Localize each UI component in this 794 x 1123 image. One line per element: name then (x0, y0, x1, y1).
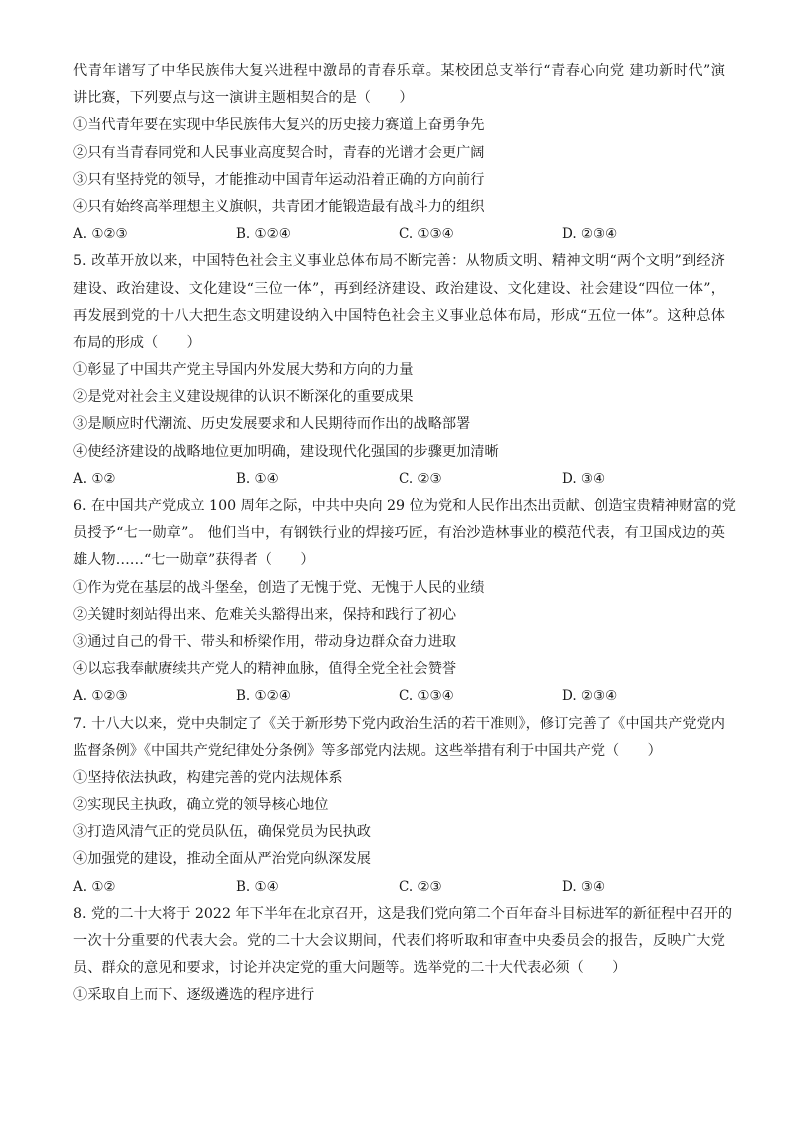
statement-item: ③是顺应时代潮流、历史发展要求和人民期待而作出的战略部署 (73, 416, 471, 433)
question-stem-line: 7. 十八大以来，党中央制定了《关于新形势下党内政治生活的若干准则》，修订完善了《中国共产党党内 (73, 715, 725, 732)
question-stem-line: 布局的形成（ ） (73, 334, 201, 351)
question-stem-line: 6. 在中国共产党成立 100 周年之际，中共中央向 29 位为党和人民作出杰出贡献、创造宝贵精神财富的党 (73, 498, 736, 514)
question-stem-line: 8. 党的二十大将于 2022 年下半年在北京召开，这是我们党向第二个百年奋斗目标进军的新征程中召开的 (73, 905, 733, 922)
answer-option: A. ①②③ (73, 226, 128, 243)
answer-options (73, 221, 725, 248)
question-stem-line: 员、群众的意见和要求，讨论并决定党的重大问题等。选举党的二十大代表必须（ ） (73, 960, 627, 977)
statement-item: ②只有当青春同党和人民事业高度契合时，青春的光谱才会更广阔 (73, 144, 485, 161)
statement-item: ④只有始终高举理想主义旗帜，共青团才能锻造最有战斗力的组织 (73, 198, 485, 215)
answer-option: D. ③④ (562, 878, 606, 895)
answer-options (73, 874, 725, 901)
answer-option: B. ①④ (236, 878, 279, 895)
question-block (73, 493, 736, 711)
answer-option: A. ①②③ (73, 688, 128, 705)
question-stem-line: 雄人物……“七一勋章”获得者（ ） (73, 552, 315, 569)
statement-item: ①作为党在基层的战斗堡垒，创造了无愧于党、无愧于人民的业绩 (73, 579, 485, 596)
answer-option: C. ①③④ (399, 226, 454, 243)
statement-item: ①坚持依法执政，构建完善的党内法规体系 (73, 769, 343, 786)
question-block (73, 711, 725, 901)
question-stem-line: 建设、政治建设、文化建设“三位一体”，再到经济建设、政治建设、文化建设、社会建设“四位一体”， (73, 280, 725, 297)
answer-options (73, 683, 725, 710)
statement-item: ④加强党的建设，推动全面从严治党向纵深发展 (73, 851, 371, 868)
statement-item: ④使经济建设的战略地位更加明确，建设现代化强国的步骤更加清晰 (73, 443, 499, 460)
statement-item: ②实现民主执政，确立党的领导核心地位 (73, 797, 329, 814)
answer-option: D. ③④ (562, 470, 606, 487)
statement-item: ①彰显了中国共产党主导国内外发展大势和方向的力量 (73, 362, 414, 379)
statement-item: ①采取自上而下、逐级遴选的程序进行 (73, 987, 315, 1004)
question-list (73, 58, 736, 1010)
question-block (73, 58, 725, 248)
question-stem-line: 代青年谱写了中华民族伟大复兴进程中激昂的青春乐章。某校团总支举行“青春心向党 建功新时代”演 (73, 63, 725, 79)
answer-option: B. ①②④ (236, 226, 291, 243)
statement-item: ③只有坚持党的领导，才能推动中国青年运动沿着正确的方向前行 (73, 171, 485, 188)
statement-item: ②关键时刻站得出来、危难关头豁得出来，保持和践行了初心 (73, 606, 457, 623)
answer-option: D. ②③④ (562, 226, 618, 243)
question-stem-line: 一次十分重要的代表大会。党的二十大会议期间，代表们将听取和审查中央委员会的报告，反映广大党 (73, 933, 725, 949)
answer-option: B. ①②④ (236, 688, 291, 705)
answer-option: D. ②③④ (562, 688, 618, 705)
statement-item: ④以忘我奉献赓续共产党人的精神血脉，值得全党全社会赞誉 (73, 661, 457, 678)
statement-item: ①当代青年要在实现中华民族伟大复兴的历史接力赛道上奋勇争先 (73, 117, 485, 134)
answer-option: A. ①② (73, 878, 116, 895)
answer-option: B. ①④ (236, 470, 279, 487)
question-stem-line: 5. 改革开放以来，中国特色社会主义事业总体布局不断完善：从物质文明、精神文明“两个文明”到经济 (73, 253, 725, 270)
statement-item: ③打造风清气正的党员队伍，确保党员为民执政 (73, 824, 371, 841)
question-stem-line: 讲比赛，下列要点与这一演讲主题相契合的是（ ） (73, 90, 414, 107)
answer-options (73, 466, 725, 493)
question-stem-line: 监督条例》《中国共产党纪律处分条例》等多部党内法规。这些举措有利于中国共产党（ ） (73, 742, 662, 759)
question-stem-line: 再发展到党的十八大把生态文明建设纳入中国特色社会主义事业总体布局，形成“五位一体”。这种总体 (73, 307, 725, 324)
answer-option: C. ②③ (399, 470, 442, 487)
statement-item: ③通过自己的骨干、带头和桥梁作用，带动身边群众奋力进取 (73, 633, 457, 650)
answer-option: C. ②③ (399, 878, 442, 895)
statement-item: ②是党对社会主义建设规律的认识不断深化的重要成果 (73, 389, 414, 406)
answer-option: A. ①② (73, 470, 116, 487)
question-block (73, 901, 733, 1010)
question-stem-line: 员授予“七一勋章”。 他们当中，有钢铁行业的焊接巧匠，有治沙造林事业的模范代表，有卫国戍边的英 (73, 525, 725, 542)
answer-option: C. ①③④ (399, 688, 454, 705)
question-block (73, 248, 725, 493)
